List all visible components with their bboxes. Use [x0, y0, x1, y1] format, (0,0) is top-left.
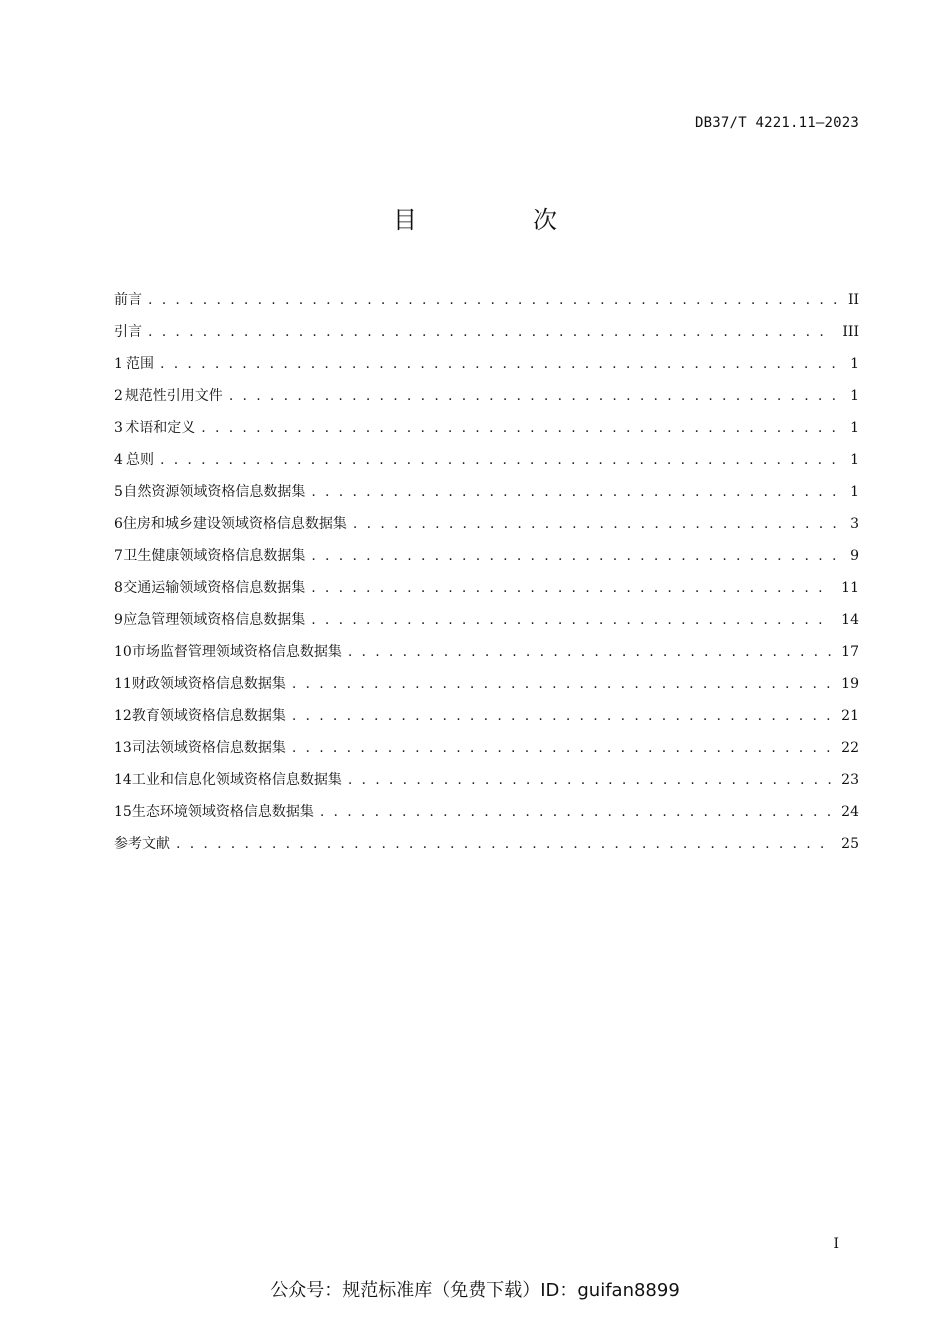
- dot-leader: [311, 572, 833, 604]
- toc-entry-page: 25: [841, 836, 859, 852]
- toc-entry-4[interactable]: [114, 444, 859, 476]
- page-title: 目 次: [393, 206, 603, 234]
- dot-leader: [176, 828, 833, 860]
- dot-leader: [160, 444, 841, 476]
- toc-entry-12[interactable]: [114, 700, 859, 732]
- dot-leader: [348, 764, 833, 796]
- toc-entry-label: 参考文献: [114, 836, 170, 852]
- toc-entry-page: 3: [850, 516, 859, 532]
- toc-entry-label: 教育领域资格信息数据集: [131, 708, 286, 724]
- toc-entry-page: II: [847, 292, 859, 308]
- toc-entry-page: 24: [841, 804, 859, 820]
- toc-entry-label: 应急管理领域资格信息数据集: [123, 612, 306, 628]
- toc-entry-number: 8: [114, 580, 123, 596]
- toc-entry-foreword[interactable]: [114, 284, 859, 316]
- toc-entry-page: 1: [850, 388, 859, 404]
- toc-entry-11[interactable]: [114, 668, 859, 700]
- dot-leader: [292, 732, 833, 764]
- toc-entry-number: 14: [114, 772, 132, 788]
- toc-entry-5[interactable]: [114, 476, 859, 508]
- toc-entry-label: 生态环境领域资格信息数据集: [131, 804, 314, 820]
- dot-leader: [353, 508, 841, 540]
- toc-entry-number: 13: [114, 740, 132, 756]
- toc-entry-page: 19: [841, 676, 859, 692]
- toc-entry-page: 23: [841, 772, 859, 788]
- toc-entry-8[interactable]: [114, 572, 859, 604]
- dot-leader: [311, 604, 833, 636]
- toc-entry-label: 卫生健康领域资格信息数据集: [123, 548, 306, 564]
- toc-entry-bibliography[interactable]: [114, 828, 859, 860]
- dot-leader: [292, 700, 833, 732]
- toc-entry-number: 5: [114, 484, 123, 500]
- toc-entry-label: 司法领域资格信息数据集: [131, 740, 286, 756]
- toc-entry-number: 15: [114, 804, 132, 820]
- toc-entry-label: 住房和城乡建设领域资格信息数据集: [122, 516, 347, 532]
- toc-entry-number: 11: [114, 676, 132, 692]
- toc-entry-number: 4: [114, 452, 123, 468]
- toc-entry-page: 1: [850, 452, 859, 468]
- toc-entry-page: 22: [841, 740, 859, 756]
- toc-entry-14[interactable]: [114, 764, 859, 796]
- toc-entry-label: 总则: [126, 452, 155, 468]
- dot-leader: [148, 316, 834, 348]
- dot-leader: [292, 668, 833, 700]
- toc-entry-label: 自然资源领域资格信息数据集: [123, 484, 306, 500]
- toc-entry-13[interactable]: [114, 732, 859, 764]
- dot-leader: [311, 476, 841, 508]
- toc-entry-introduction[interactable]: [114, 316, 859, 348]
- toc-entry-page: 21: [841, 708, 859, 724]
- document-code: DB37/T 4221.11—2023: [695, 115, 859, 131]
- dot-leader: [348, 636, 833, 668]
- toc-entry-page: 17: [841, 644, 859, 660]
- toc-entry-10[interactable]: [114, 636, 859, 668]
- toc-entry-label: 工业和信息化领域资格信息数据集: [131, 772, 342, 788]
- toc-entry-label: 市场监督管理领域资格信息数据集: [131, 644, 342, 660]
- toc-entry-page: 1: [850, 484, 859, 500]
- toc-entry-label: 前言: [114, 292, 142, 308]
- toc-entry-number: 7: [114, 548, 123, 564]
- toc-entry-label: 引言: [114, 324, 142, 340]
- toc-entry-page: III: [842, 324, 859, 340]
- table-of-contents: [114, 284, 859, 860]
- toc-entry-2[interactable]: [114, 380, 859, 412]
- toc-entry-number: 10: [114, 644, 132, 660]
- toc-entry-label: 财政领域资格信息数据集: [131, 676, 286, 692]
- toc-entry-page: 1: [850, 356, 859, 372]
- toc-entry-number: 6: [114, 516, 123, 532]
- toc-entry-label: 范围: [126, 356, 155, 372]
- toc-entry-number: 2: [114, 388, 123, 404]
- toc-entry-7[interactable]: [114, 540, 859, 572]
- toc-entry-label: 术语和定义: [125, 420, 196, 436]
- toc-entry-9[interactable]: [114, 604, 859, 636]
- toc-entry-label: 交通运输领域资格信息数据集: [123, 580, 306, 596]
- dot-leader: [311, 540, 841, 572]
- toc-entry-1[interactable]: [114, 348, 859, 380]
- toc-entry-number: 1: [114, 356, 123, 372]
- toc-entry-label: 规范性引用文件: [124, 388, 223, 404]
- toc-entry-15[interactable]: [114, 796, 859, 828]
- toc-entry-6[interactable]: [114, 508, 859, 540]
- dot-leader: [201, 412, 841, 444]
- page-number: I: [833, 1236, 839, 1252]
- toc-entry-number: 9: [114, 612, 123, 628]
- toc-entry-page: 14: [841, 612, 859, 628]
- toc-entry-page: 1: [850, 420, 859, 436]
- toc-entry-number: 12: [114, 708, 132, 724]
- toc-entry-3[interactable]: [114, 412, 859, 444]
- watermark-text: 公众号：规范标准库（免费下载）ID：guifan8899: [270, 1280, 680, 1301]
- dot-leader: [160, 348, 841, 380]
- dot-leader: [229, 380, 841, 412]
- dot-leader: [148, 284, 840, 316]
- dot-leader: [320, 796, 833, 828]
- toc-entry-page: 9: [850, 548, 859, 564]
- toc-entry-number: 3: [114, 420, 123, 436]
- toc-entry-page: 11: [841, 580, 859, 596]
